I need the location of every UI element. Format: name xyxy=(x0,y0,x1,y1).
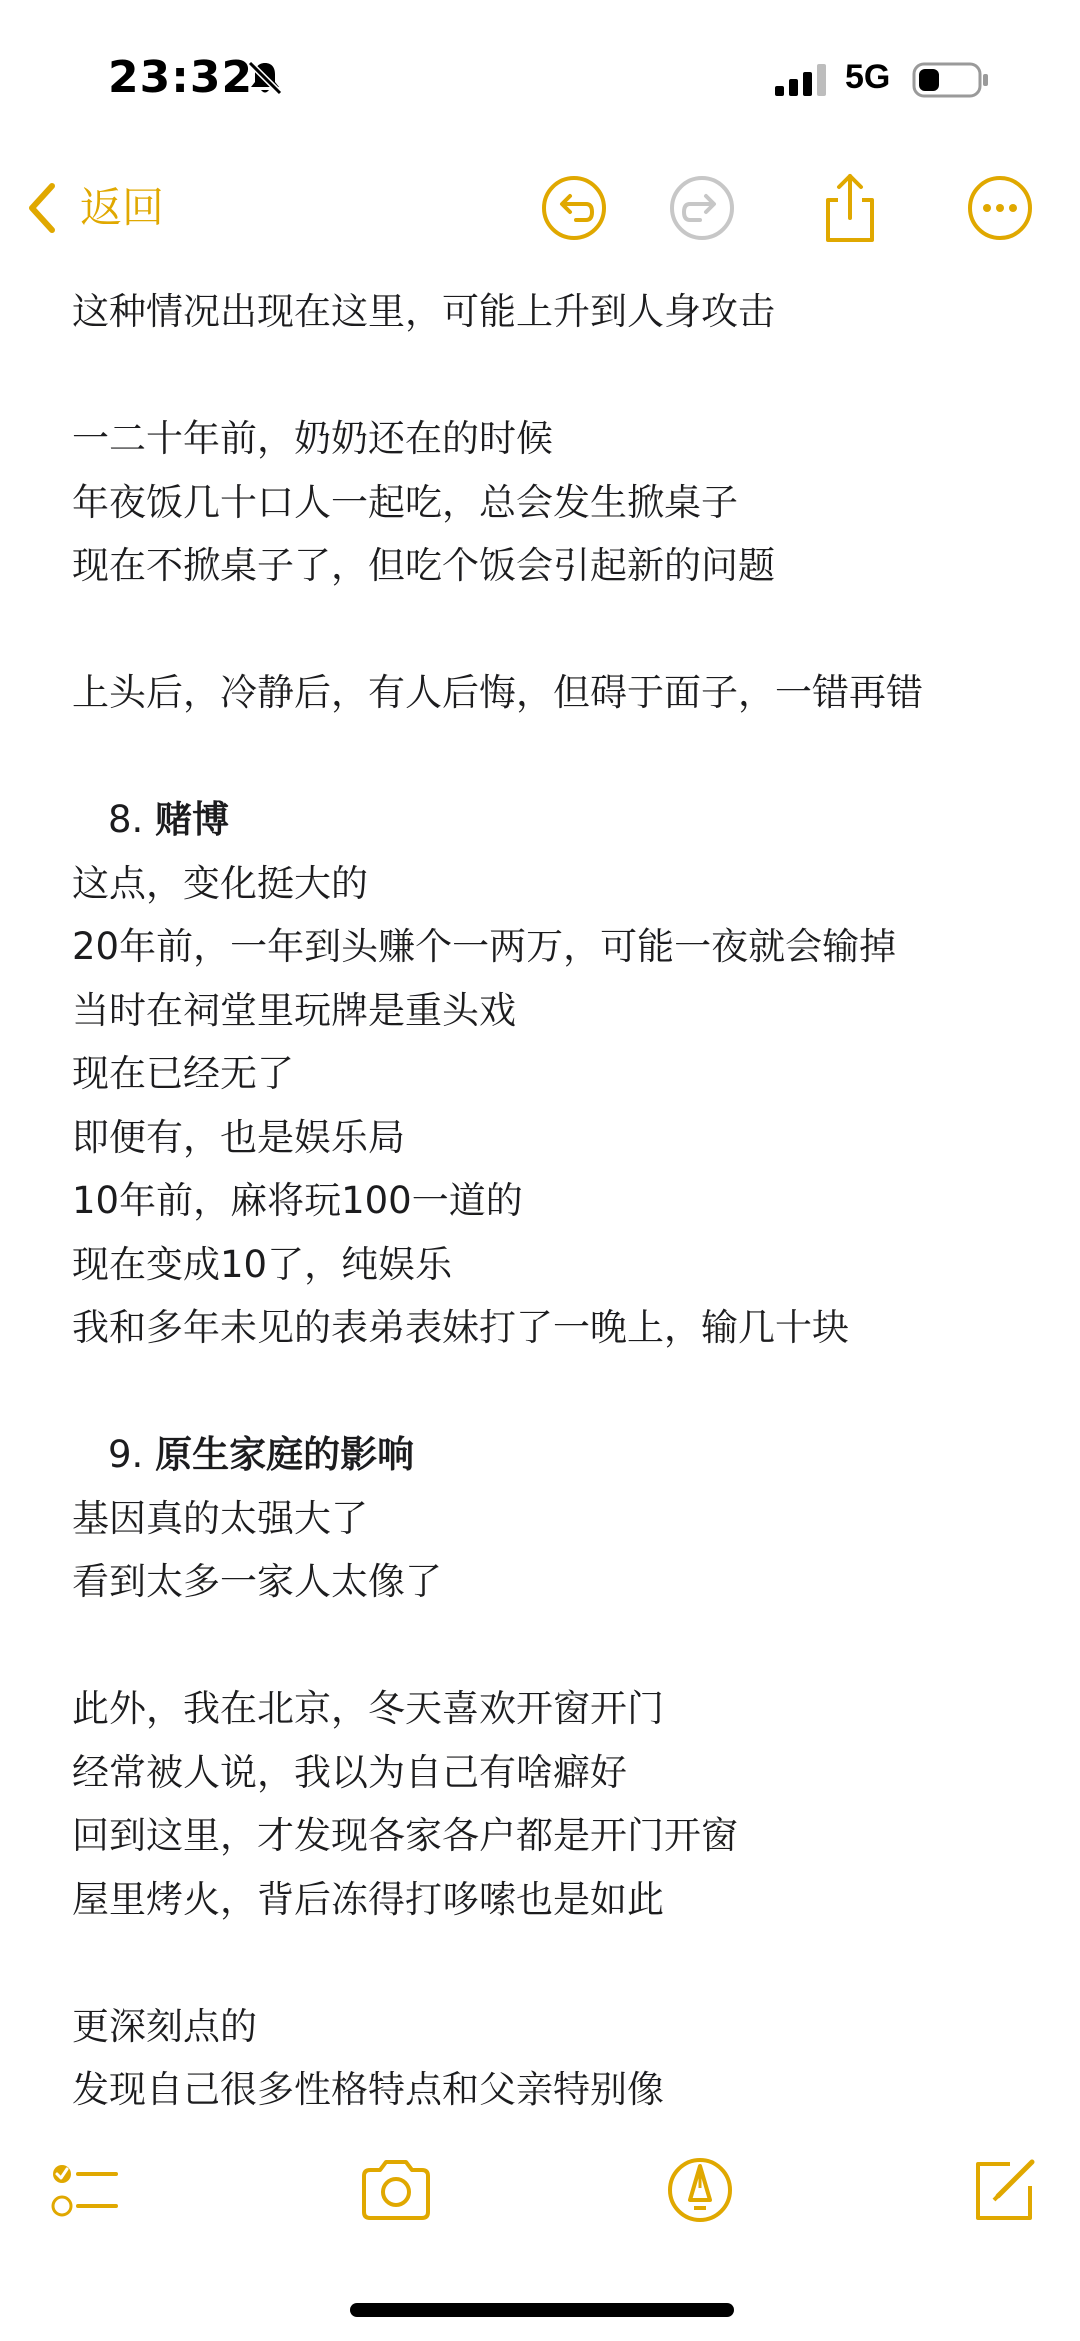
share-icon[interactable] xyxy=(812,170,888,246)
markup-pen-icon[interactable] xyxy=(660,2150,740,2230)
bottom-toolbar xyxy=(0,2150,1080,2270)
note-line: 屋里烤火，背后冻得打哆嗦也是如此 xyxy=(72,1877,664,1921)
note-blank-line xyxy=(72,598,1022,662)
network-type: 5G xyxy=(845,58,891,96)
note-line: 此外，我在北京，冬天喜欢开窗开门 xyxy=(72,1687,664,1730)
note-line: 经常被人说，我以为自己有啥癖好 xyxy=(72,1750,627,1794)
note-line: 回到这里，才发现各家各户都是开门开窗 xyxy=(72,1814,738,1857)
note-line: 看到太多一家人太像了 xyxy=(72,1560,442,1603)
cellular-signal-icon xyxy=(773,60,831,100)
note-line: 这种情况出现在这里，可能上升到人身攻击 xyxy=(72,290,775,333)
note-line: 我和多年未见的表弟表妹打了一晚上，输几十块 xyxy=(72,1306,849,1349)
note-blank-line xyxy=(72,344,1022,408)
note-line: 现在已经无了 xyxy=(72,1052,294,1095)
note-line: 现在变成10了，纯娱乐 xyxy=(72,1242,453,1286)
home-indicator[interactable] xyxy=(350,2303,734,2317)
note-numbered-heading xyxy=(72,788,1022,852)
checklist-icon[interactable] xyxy=(44,2150,124,2230)
note-line: 20年前，一年到头赚个一两万，可能一夜就会输掉 xyxy=(72,925,897,968)
note-numbered-heading xyxy=(72,1423,1022,1487)
note-blank-line xyxy=(72,1360,1022,1424)
navigation-bar xyxy=(0,160,1080,260)
note-line: 上头后，冷静后，有人后悔，但碍于面子，一错再错 xyxy=(72,671,923,714)
heading-text: 原生家庭的影响 xyxy=(155,1433,415,1476)
camera-icon[interactable] xyxy=(356,2150,436,2230)
note-line: 更深刻点的 xyxy=(72,2004,257,2048)
back-label: 返回 xyxy=(80,183,165,232)
compose-icon[interactable] xyxy=(964,2150,1044,2230)
undo-icon[interactable] xyxy=(536,170,612,246)
note-line: 即便有，也是娱乐局 xyxy=(72,1115,405,1159)
note-line: 当时在祠堂里玩牌是重头戏 xyxy=(72,988,516,1032)
chevron-left-icon xyxy=(22,178,62,238)
more-icon[interactable] xyxy=(962,170,1038,246)
note-line: 10年前，麻将玩100一道的 xyxy=(72,1179,523,1222)
bell-slash-icon xyxy=(245,58,285,98)
note-line: 发现自己很多性格特点和父亲特别像 xyxy=(72,2068,664,2111)
battery-icon xyxy=(912,62,992,98)
note-blank-line xyxy=(72,1931,1022,1995)
note-line: 现在不掀桌子了，但吃个饭会引起新的问题 xyxy=(72,544,775,587)
note-line: 年夜饭几十口人一起吃，总会发生掀桌子 xyxy=(72,480,738,524)
list-number: 9. xyxy=(108,1433,144,1476)
redo-icon[interactable] xyxy=(664,170,740,246)
heading-text: 赌博 xyxy=(155,798,230,841)
note-line: 这点，变化挺大的 xyxy=(72,861,368,905)
status-time: 23:32 xyxy=(108,52,254,103)
status-bar xyxy=(0,0,1080,160)
note-blank-line xyxy=(72,725,1022,789)
note-line: 一二十年前，奶奶还在的时候 xyxy=(72,417,553,460)
list-number: 8. xyxy=(108,798,144,841)
note-body[interactable] xyxy=(72,280,1022,2122)
note-line: 基因真的太强大了 xyxy=(72,1496,368,1540)
note-blank-line xyxy=(72,1614,1022,1678)
